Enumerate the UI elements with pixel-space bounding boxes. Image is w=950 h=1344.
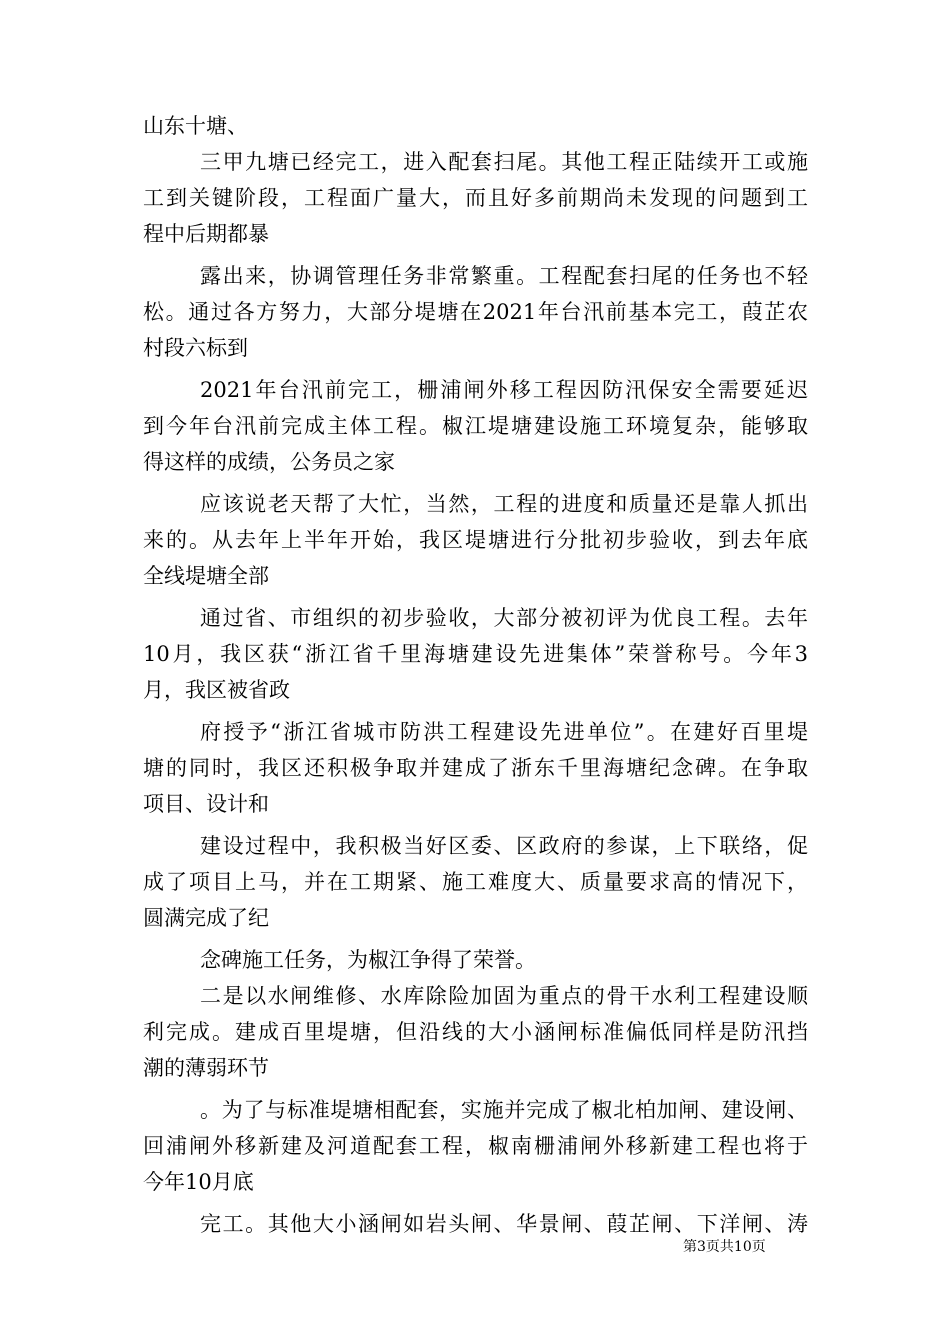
text-line: 山东十塘、 xyxy=(143,114,248,138)
text-line: 念碑施工任务，为椒江争得了荣誉。 xyxy=(200,948,536,972)
text-line: 村段六标到 xyxy=(143,336,248,360)
body-text xyxy=(143,108,808,1242)
text-line: 建设过程中，我积极当好区委、区政府的参谋，上下联络，促 xyxy=(200,834,808,858)
text-line: 露出来，协调管理任务非常繁重。工程配套扫尾的任务也不轻 xyxy=(200,264,808,288)
text-line: 圆满完成了纪 xyxy=(143,906,269,930)
text-line: 潮的薄弱环节 xyxy=(143,1056,269,1080)
text-line: 全线堤塘全部 xyxy=(143,564,269,588)
text-line: 。为了与标准堤塘相配套，实施并完成了椒北柏加闸、建设闸、 xyxy=(200,1098,808,1122)
page-number: 第3页共10页 xyxy=(683,1239,766,1255)
text-line: 工到关键阶段，工程面广量大，而且好多前期尚未发现的问题到工 xyxy=(143,186,808,210)
text-line: 得这样的成绩，公务员之家 xyxy=(143,450,395,474)
text-line: 来的。从去年上半年开始，我区堤塘进行分批初步验收，到去年底 xyxy=(143,528,808,552)
text-line: 府授予“浙江省城市防洪工程建设先进单位”。在建好百里堤 xyxy=(200,720,808,744)
text-line: 今年10月底 xyxy=(143,1170,254,1194)
text-line: 应该说老天帮了大忙，当然，工程的进度和质量还是靠人抓出 xyxy=(200,492,808,516)
text-line: 通过省、市组织的初步验收，大部分被初评为优良工程。去年 xyxy=(200,606,808,630)
text-line: 松。通过各方努力，大部分堤塘在2021年台汛前基本完工，葭芷农 xyxy=(143,300,808,324)
text-line: 二是以水闸维修、水库除险加固为重点的骨干水利工程建设顺 xyxy=(200,984,808,1008)
text-line: 塘的同时，我区还积极争取并建成了浙东千里海塘纪念碑。在争取 xyxy=(143,756,808,780)
text-line: 10月，我区获“浙江省千里海塘建设先进集体”荣誉称号。今年3 xyxy=(143,642,808,666)
text-line: 程中后期都暴 xyxy=(143,222,269,246)
text-line: 到今年台汛前完成主体工程。椒江堤塘建设施工环境复杂，能够取 xyxy=(143,414,808,438)
text-line: 完工。其他大小涵闸如岩头闸、华景闸、葭芷闸、下洋闸、涛 xyxy=(200,1212,808,1236)
text-line: 项目、设计和 xyxy=(143,792,269,816)
text-line: 月，我区被省政 xyxy=(143,678,290,702)
text-line: 利完成。建成百里堤塘，但沿线的大小涵闸标准偏低同样是防汛挡 xyxy=(143,1020,808,1044)
text-line: 成了项目上马，并在工期紧、施工难度大、质量要求高的情况下， xyxy=(143,870,808,894)
text-line: 2021年台汛前完工，栅浦闸外移工程因防汛保安全需要延迟 xyxy=(200,378,808,402)
text-line: 三甲九塘已经完工，进入配套扫尾。其他工程正陆续开工或施 xyxy=(200,150,808,174)
text-line: 回浦闸外移新建及河道配套工程，椒南栅浦闸外移新建工程也将于 xyxy=(143,1134,808,1158)
